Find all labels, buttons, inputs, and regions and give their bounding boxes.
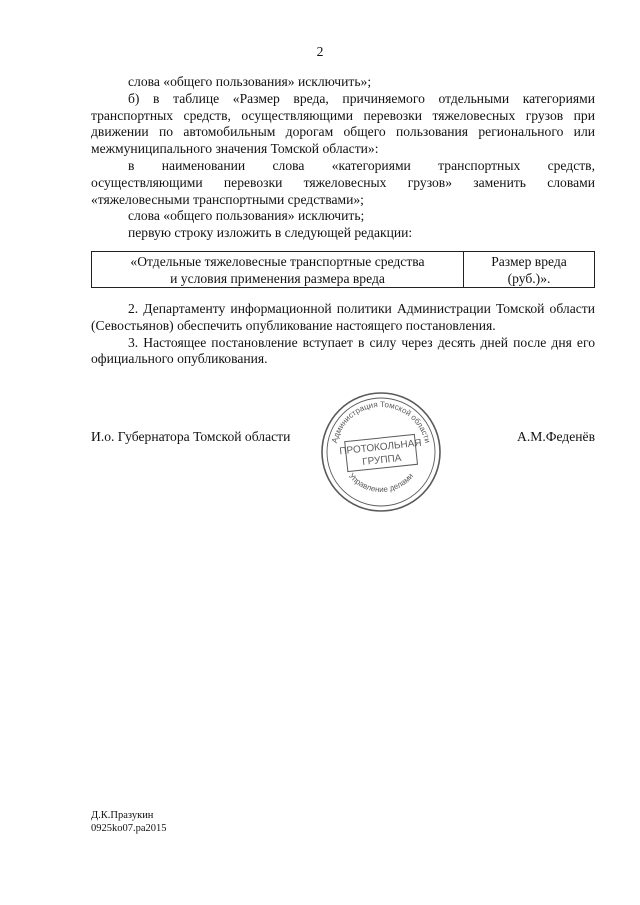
- replacement-table-row: [91, 251, 595, 288]
- signature-row: [91, 429, 595, 447]
- table-cell-vehicles: [92, 252, 464, 287]
- table-cell-damage-line-2: (руб.)».: [507, 270, 551, 286]
- footer-author: Д.К.Празукин: [91, 810, 154, 821]
- amendment-text: [91, 74, 595, 242]
- document-footer: [91, 809, 167, 835]
- official-stamp: [319, 390, 443, 514]
- paragraph-name-line-3: «тяжеловесными транспортными средствами»;: [91, 191, 364, 207]
- signatory-position: И.о. Губернатора Томской области: [91, 429, 291, 444]
- signatory-name: А.М.Феденёв: [517, 429, 595, 444]
- stamp-ring-bottom-text: Управление делами: [346, 471, 416, 495]
- stamp-center-line-2: ГРУППА: [361, 452, 402, 468]
- stamp-ring-top-text: Администрация Томской области: [329, 399, 433, 444]
- table-cell-vehicles-line-1: «Отдельные тяжеловесные транспортные средства: [130, 254, 425, 269]
- paragraph-b-table-title: б) в таблице «Размер вреда, причиняемого отдельными категориями транспортных средств, осуществляющими перевозки тяжеловесных грузов при движении по автомобильным дорогам общего пользования регионального или межмуниципального значения Томской области»:: [91, 90, 595, 157]
- svg-text:Управление делами: [347, 471, 415, 494]
- stamp-center-line-1: ПРОТОКОЛЬНАЯ: [338, 437, 423, 458]
- paragraph-name-line-2: осуществляющими перевозки тяжеловесных грузов» заменить словами: [91, 174, 595, 190]
- clause-3: 3. Настоящее постановление вступает в силу через десять дней после дня его официального опубликования.: [91, 334, 595, 367]
- paragraph-exclude-words: слова «общего пользования» исключить;: [128, 208, 365, 224]
- paragraph-first-row: первую строку изложить в следующей редакции:: [128, 225, 413, 241]
- page-number: 2: [316, 44, 324, 59]
- clause-2: 2. Департаменту информационной политики Администрации Томской области (Севостьянов) обеспечить опубликование настоящего постановления.: [91, 301, 595, 333]
- clauses-block: [91, 301, 595, 368]
- table-cell-damage-line-1: Размер вреда: [491, 254, 567, 269]
- paragraph-exclude-general-use: слова «общего пользования» исключить»;: [128, 74, 372, 89]
- footer-doc-code: 0925ko07.pa2015: [91, 823, 167, 834]
- paragraph-name-line-1: в наименовании слова «категориями транспортных средств,: [128, 157, 595, 173]
- table-cell-vehicles-line-2: и условия применения размера вреда: [170, 270, 385, 286]
- table-cell-damage-amount: [464, 252, 594, 287]
